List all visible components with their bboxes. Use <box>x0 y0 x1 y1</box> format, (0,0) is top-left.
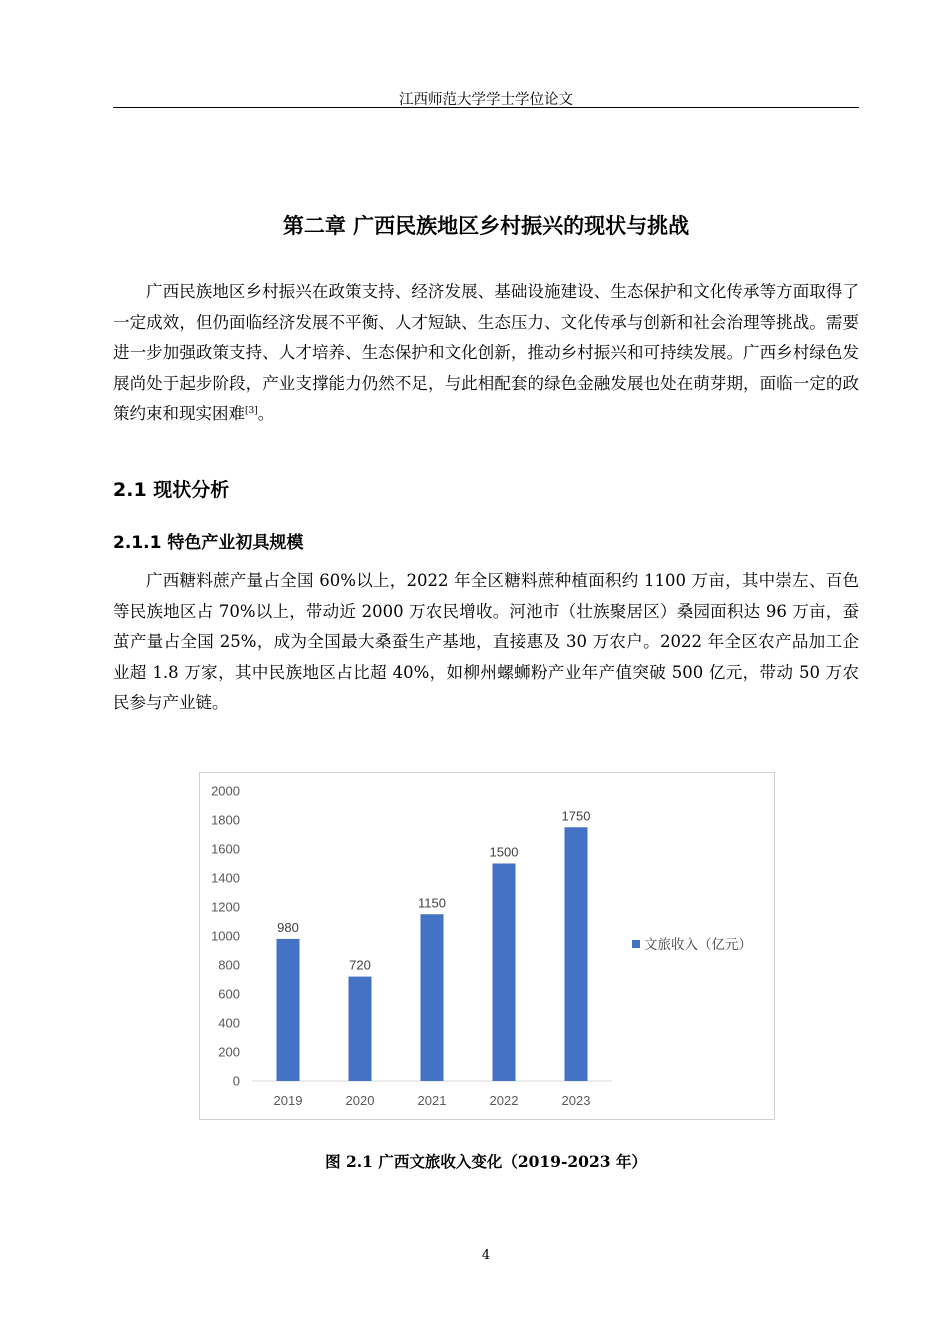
y-tick-label: 2000 <box>211 783 240 799</box>
y-tick-label: 1800 <box>211 812 240 828</box>
bar <box>277 939 300 1081</box>
y-tick-label: 1600 <box>211 841 240 857</box>
figure-caption: 图 2.1 广西文旅收入变化（2019-2023 年） <box>325 1152 647 1171</box>
header-rule <box>113 107 859 108</box>
x-tick-label: 2020 <box>345 1093 375 1108</box>
bar <box>421 914 444 1081</box>
intro-paragraph <box>113 277 859 430</box>
y-tick-label: 800 <box>218 957 240 973</box>
industry-paragraph: 广西糖料蔗产量占全国 60%以上，2022 年全区糖料蔗种植面积约 1100 万亩，其中崇左、百色等民族地区占 70%以上，带动近 2000 万农民增收。河池市（壮族聚居区）桑园面积达 96 万亩，蚕茧产量占全国 25%，成为全国最大桑蚕生产基地，直接惠及 30 万农户。2022 年全区农产品加工企业超 1.8 万家，其中民族地区占比超 40%，如柳州螺蛳粉产业年产值突破 500 亿元，带动 50 万农民参与产业链。 <box>113 571 859 712</box>
y-tick-label: 400 <box>218 1015 240 1031</box>
data-label: 1750 <box>561 808 591 824</box>
section-heading-2-1-1: 2.1.1 特色产业初具规模 <box>113 533 304 553</box>
revenue-chart <box>199 772 775 1120</box>
data-label: 980 <box>277 919 299 935</box>
chapter-title: 第二章 广西民族地区乡村振兴的现状与挑战 <box>282 214 690 238</box>
data-label: 720 <box>349 957 371 973</box>
x-tick-label: 2022 <box>489 1093 519 1108</box>
bar <box>493 864 516 1082</box>
legend-swatch <box>632 940 640 948</box>
citation-ref[interactable]: [3] <box>245 406 258 416</box>
y-tick-label: 200 <box>218 1044 240 1060</box>
intro-end: 。 <box>257 404 275 423</box>
x-tick-label: 2021 <box>417 1093 447 1108</box>
page-number: 4 <box>481 1248 491 1263</box>
y-tick-label: 1200 <box>211 899 240 915</box>
y-tick-label: 1000 <box>211 928 240 944</box>
data-label: 1150 <box>418 895 446 911</box>
chart-canvas <box>200 773 774 1119</box>
x-tick-label: 2023 <box>561 1093 591 1108</box>
data-label: 1500 <box>489 844 519 860</box>
y-tick-label: 600 <box>218 986 240 1002</box>
running-header: 江西师范大学学士学位论文 <box>399 92 573 108</box>
legend-label: 文旅收入（亿元） <box>644 937 752 952</box>
bar <box>349 977 372 1081</box>
x-tick-label: 2019 <box>273 1093 303 1108</box>
bar <box>565 827 588 1081</box>
section-heading-2-1: 2.1 现状分析 <box>113 479 230 501</box>
y-tick-label: 1400 <box>211 870 240 886</box>
y-tick-label: 0 <box>232 1073 240 1089</box>
intro-text: 广西民族地区乡村振兴在政策支持、经济发展、基础设施建设、生态保护和文化传承等方面取得了一定成效，但仍面临经济发展不平衡、人才短缺、生态压力、文化传承与创新和社会治理等挑战。需要进一步加强政策支持、人才培养、生态保护和文化创新，推动乡村振兴和可持续发展。广西乡村绿色发展尚处于起步阶段，产业支撑能力仍然不足，与此相配套的绿色金融发展也处在萌芽期，面临一定的政策约束和现实困难 <box>113 282 859 423</box>
